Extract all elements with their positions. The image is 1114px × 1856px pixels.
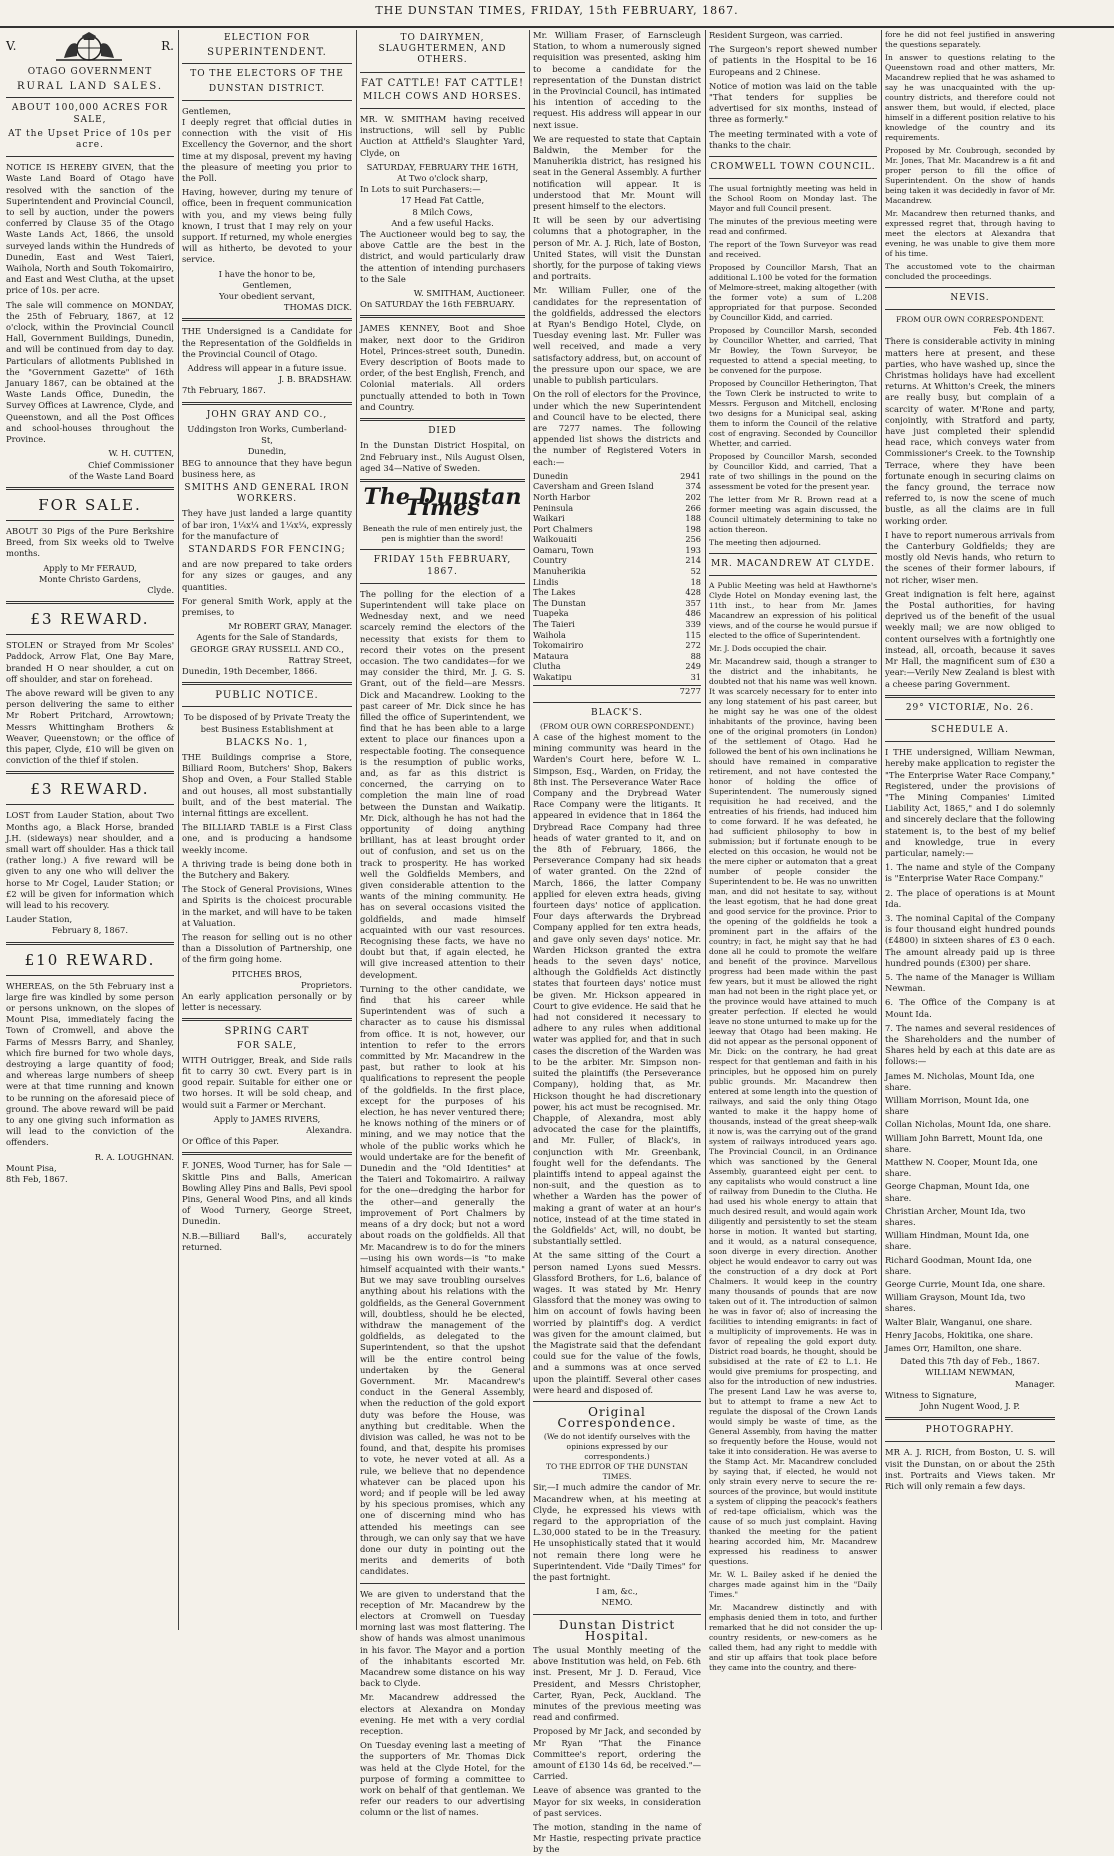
ad-text: F. JONES, Wood Turner, has for Sale —Skittle Pins and Balls, American Bowling Alley Pins and Balls, Pevi spool Pins, General Wood Pins, and all kinds of Wood Turnery, George Street, Dunedin. — [182, 1160, 352, 1227]
news-text: Mr. W. L. Bailey asked if he denied the charges made against him in the "Daily Times." — [709, 1570, 877, 1600]
ad-text: SATURDAY, FEBRUARY THE 16TH, — [366, 161, 519, 172]
column-rule — [705, 30, 706, 1630]
news-text: In answer to questions relating to the Queenstown road and other matters, Mr. Macandrew replied that he was ashamed to say he was unacquainted with the up-country districts, and therefore could not answer them, but would, if elected, place himself in a different position relative to his knowledge of the country and its requirements. — [885, 53, 1055, 142]
shareholder-item: Henry Jacobs, Hokitika, one share. — [885, 1329, 1034, 1340]
ad-text: On SATURDAY the 16th FEBRUARY. — [360, 299, 515, 310]
shareholders-list — [885, 1071, 1055, 1355]
voters-district: Country — [533, 555, 567, 566]
letter-text: Having, however, during my tenure of office, been in frequent communication with you, and my views being fully known, I trust that I may rely on your support. If returned, my whole energies will as hitherto, be devoted to your service. — [182, 187, 352, 265]
voters-district: Port Chalmers — [533, 523, 593, 534]
news-text: The Surgeon's report shewed number of patients in the Hospital to be 16 Europeans and 2 Chinese. — [709, 44, 877, 77]
ad-text: 8 Milch Cows, — [412, 206, 473, 217]
news-text: Notice of motion was laid on the table "That tenders for supplies be advertised for six months, instead of three as formerly." — [709, 80, 877, 125]
news-text: Resident Surgeon, was carried. — [709, 30, 843, 40]
ad-text: Rattray Street, — [288, 654, 352, 665]
signature: John Nugent Wood, J. P. — [920, 1401, 1020, 1412]
ad-text: JAMES KENNEY, Boot and Shoe maker, next door to the Gridiron Hotel, Princes-street south, Dunedin. Every description of Boots made to order, of the best English, French, and Colonial materials. All orders punctually attended to both in Town and Country. — [360, 323, 525, 412]
voters-row — [533, 503, 701, 514]
voters-district: Lindis — [533, 576, 559, 587]
heading: NEVIS. — [950, 293, 990, 303]
shareholder-item: Christian Archer, Mount Ida, two shares. — [885, 1205, 1026, 1228]
news-text: fore he did not feel justified in answering the questions separately. — [885, 30, 1055, 49]
heading: JOHN GRAY AND CO., — [206, 409, 328, 420]
voters-count: 266 — [685, 502, 701, 513]
voters-count: 202 — [685, 491, 701, 502]
column-rule — [356, 30, 357, 1630]
news-text: I have to report numerous arrivals from the Canterbury Goldfields; they are mostly old Nevis hands, who return to the scenes of their former labours, if not richer, wiser men. — [885, 529, 1055, 585]
ad-text: MR. W. SMITHAM having received instructions, will sell by Public Auction at Attfield's Slaughter Yard, Clyde, on — [360, 114, 525, 158]
column-rule — [881, 30, 882, 1630]
news-text: The report of the Town Surveyor was read and received. — [709, 240, 877, 260]
ad-text: And a few useful Hacks. — [391, 217, 494, 228]
salutation: Gentlemen, — [182, 105, 231, 116]
shareholder-item: Matthew N. Cooper, Mount Ida, one share. — [885, 1157, 1038, 1179]
news-text: Proposed by Councillor Marsh, seconded by Councillor Kidd, and carried, That a rate of two shillings in the pound on the assessment be voted for the present year. — [709, 452, 877, 492]
ad-contact: Clyde. — [147, 584, 174, 595]
ad-text: Agents for the Sale of Standards, — [196, 632, 338, 643]
voters-district: Tokomairiro — [533, 640, 584, 651]
ad-text: WHEREAS, on the 5th February inst a large fire was kindled by some person or persons unknown, on the slopes of Mount Pisa, immediately facing the Town of Cromwell, and above the Farms of Messrs Barry, and Shanley, which fire burned for two whole days, destroying a large quantity of food; and whereas large numbers of sheep were at that time running and known to be running on the aforesaid piece of ground. The above reward will be paid to any one giving such information as will lead to the conviction of the offenders. — [6, 980, 174, 1148]
heading: SCHEDULE A. — [930, 724, 1010, 735]
ad-text: N.B.—Billiard Ball's, accurately returned. — [182, 1230, 352, 1252]
shareholder-item: George Currie, Mount Ida, one share. — [885, 1279, 1046, 1290]
voters-row — [533, 555, 701, 566]
voters-row — [533, 577, 701, 588]
voters-district: Mataura — [533, 650, 569, 661]
voters-district: Waihola — [533, 629, 566, 640]
heading: TO THE ELECTORS OF THE — [190, 69, 344, 80]
heading: STANDARDS FOR FENCING; — [188, 544, 346, 555]
heading: CROMWELL TOWN COUNCIL. — [710, 162, 876, 173]
voters-row — [533, 566, 701, 577]
shareholder-item: James M. Nicholas, Mount Ida, one share. — [885, 1070, 1035, 1092]
heading: RURAL LAND SALES. — [16, 81, 164, 93]
voters-district: The Lakes — [533, 587, 576, 598]
voters-count: 374 — [685, 481, 701, 492]
news-text: We are requested to state that Captain Baldwin, the Member for the Manuherikia district, has resigned his seat in the General Assembly. A further notification will appear. It is understood that Mr. Mount will present himself to the electors. — [533, 133, 701, 212]
voters-row — [533, 608, 701, 619]
news-text: The accustomed vote to the chairman concluded the proceedings. — [885, 262, 1055, 281]
ad-text: To be disposed of by Private Treaty the best Business Establishment at — [183, 712, 351, 734]
voters-row — [533, 481, 701, 492]
voters-district: Waikari — [533, 513, 565, 524]
notice-text: 1. The name and style of the Company is "Enterprise Water Race Company." — [885, 862, 1055, 884]
notice-text: In the Dunstan District Hospital, on 2nd February inst., Nils August Olsen, aged 34—Native of Sweden. — [360, 440, 525, 473]
voters-count: 357 — [685, 597, 701, 608]
voters-district: Oamaru, Town — [533, 544, 594, 555]
notice-text: 7. The names and several residences of the Shareholders and the number of Shares held by each at this date are as follows:— — [885, 1022, 1055, 1067]
ad-text: WITH Outrigger, Break, and Side rails fit to carry 30 cwt. Every part is in good repair. Suitable for either one or two horses. It will be sold cheap, and would suit a Farmer or Merchant. — [182, 1054, 352, 1110]
masthead: THE DUNSTAN TIMES, FRIDAY, 15th FEBRUARY, 1867. — [0, 0, 1114, 28]
ad-text: ABOUT 30 Pigs of the Pure Berkshire Breed, from Six weeks old to Twelve months. — [6, 525, 174, 559]
news-text: The meeting terminated with a vote of thanks to the chair. — [709, 128, 877, 150]
coat-of-arms-icon — [44, 32, 134, 62]
voters-row — [533, 471, 701, 482]
news-text: Mr. Macandrew then returned thanks, and expressed regret that, through having to meet the electors at Alexandra that evening, he was unable to give them more of his time. — [885, 209, 1055, 258]
news-text: Proposed by Councillor Marsh, That an additional L.100 be voted for the formation of Melmore-street, making altogether (with the former vote) a sum of L.208 appropriated for that purpose. Seconded by Councillor Kidd, and carried. — [709, 263, 877, 323]
ad-title: £3 REWARD. — [30, 610, 150, 629]
ad-text: An early application personally or by letter is necessary. — [182, 991, 352, 1013]
voters-row — [533, 598, 701, 609]
ad-text: STOLEN or Strayed from Mr Scoles' Paddock, Arrow Flat, One Bay Mare, branded H O near shoulder, a cut on off shoulder, and star on forehead. — [6, 640, 174, 684]
voters-row — [533, 524, 701, 535]
voters-district: Dunedin — [533, 470, 569, 481]
news-text: Proposed by Mr Jack, and seconded by Mr Ryan "That the Finance Committee's report, ordering the amount of £130 14s 6d, be received."—Carried. — [533, 1726, 701, 1782]
voters-district: Caversham and Green Island — [533, 481, 654, 492]
heading: Dunstan District Hospital. — [558, 1617, 676, 1643]
news-text: At the same sitting of the Court a person named Lyons sued Messrs. Glassford Brothers, for L.6, balance of wages. It was stated by Mr. Henry Glassford that the money was owing to him on account of fowls having been worried by plaintiff's dog. A verdict was given for the amount claimed, but the Magistrate said that the defendant could sue for the value of the fowls, and a summons was at once served upon the plaintiff. Several other cases were heard and disposed of. — [533, 1250, 701, 1395]
letter-text: Gentlemen, — [242, 279, 292, 290]
editorial-text: We are given to understand that the reception of Mr. Macandrew by the electors at Cromwell on Tuesday morning last was most flattering. The show of hands was almost unanimous in his favor. The Mayor and a portion of the inhabitants escorted Mr. Macandrew some distance on his way back to Clyde. — [360, 1588, 525, 1689]
notice-text: 6. The Office of the Company is at Mount Ida. — [885, 997, 1055, 1019]
ad-text: Dunedin, — [247, 446, 287, 457]
news-date: Feb. 4th 1867. — [993, 325, 1055, 336]
news-text: Proposed by Councillor Marsh, seconded by Councillor Whetter, and carried, That Mr Bowley, the Town Surveyor, be requested to attend a special meeting, to be convened for the purpose. — [709, 326, 877, 376]
letter-text: Sir,—I much admire the candor of Mr. Macandrew when, at his meeting at Clyde, he expressed his views with regard to the appropriation of the L.30,000 stated to be in the Treasury. He unsophistically stated that it would not remain there long were he Superintendent. Vide "Daily Times" for the past fortnight. — [533, 1482, 701, 1583]
voters-district: Manuherikia — [533, 566, 586, 577]
ad-contact: Mount Pisa, — [6, 1162, 57, 1173]
editorial-text: Mr. Macandrew addressed the electors at Alexandra on Monday evening. He met with a very cordial reception. — [360, 1692, 525, 1737]
news-text: The usual fortnightly meeting was held in the School Room on Monday last. The Mayor and full Council present. — [709, 184, 877, 214]
voters-count: 88 — [690, 650, 701, 661]
ad-text: The Auctioneer would beg to say, the above Cattle are the best in the district, and would particularly draw the attention of intending purchasers to the Sale — [360, 229, 525, 284]
news-text: The letter from Mr R. Brown read at a former meeting was again discussed, the Council ultimately determining to take no action thereon. — [709, 495, 877, 535]
ad-text: The BILLIARD TABLE is a First Class one, and is producing a handsome weekly income. — [182, 822, 352, 855]
ad-date: 7th February, 1867. — [182, 385, 266, 396]
ad-text: In Lots to suit Purchasers:— — [360, 184, 481, 195]
ad-contact: Apply to JAMES RIVERS, — [213, 1113, 321, 1124]
ad-text: The reason for selling out is no other than a Dissolution of Partnership, one of the firm going home. — [182, 932, 352, 965]
ad-title: £10 REWARD. — [24, 950, 156, 969]
heading: DIED — [428, 426, 457, 437]
voters-district: The Taieri — [533, 619, 575, 630]
voters-district: North Harbor — [533, 491, 591, 502]
voters-count: 52 — [690, 566, 701, 577]
signature: J. B. BRADSHAW. — [278, 374, 352, 385]
heading: SPRING CART — [224, 1026, 310, 1038]
voters-count: 193 — [685, 544, 701, 555]
news-text: Proposed by Mr. Coubrough, seconded by Mr. Jones, That Mr. Macandrew is a fit and proper person to fill the office of Superintendent. On the show of hands being taken it was decidedly in favor of Mr. Macandrew. — [885, 146, 1055, 205]
heading: SUPERINTENDENT. — [207, 47, 327, 59]
heading: FOR SALE, — [236, 1040, 298, 1051]
column-1 — [6, 30, 174, 1625]
voters-total: 7277 — [533, 685, 701, 697]
voters-row — [533, 492, 701, 503]
heading: TO DAIRYMEN, SLAUGHTERMEN, AND OTHERS. — [378, 33, 507, 66]
voters-count: 339 — [685, 619, 701, 630]
news-text: The motion, standing in the name of Mr Hastie, respecting private practice by the — [533, 1822, 701, 1855]
subheading: (We do not identify ourselves with the opinions expressed by our correspondents.) — [543, 1432, 691, 1462]
column-3 — [360, 30, 525, 1818]
voters-count: 486 — [685, 608, 701, 619]
notice-text: 2. The place of operations is at Mount Ida. — [885, 887, 1055, 909]
voters-row — [533, 513, 701, 524]
signature: W. H. CUTTEN, — [108, 448, 174, 459]
news-text: Mr. J. Dods occupied the chair. — [709, 644, 827, 654]
ad-title: £3 REWARD. — [30, 780, 150, 799]
news-text: Mr. Macandrew said, though a stranger to the district and the inhabitants, he doubted not that his name was well known. It was scarcely necessary for to enter into any long statement of his past career, but he might say he was one of the oldest inhabitants of the province, having been one of the original promoters (in London) of the settlement of Otago. Had he followed the bent of his own inclinations he should have remained in comparative retirement, and not have contested the honor of holding the office of Superintendent. The numerously signed requisition he had received, and the entreaties of his friends, had induced him to come forward. If he was defeated, he had sufficient philosophy to bow in submission; but if fortunate enough to be elected on this occasion, he would not be the mere cipher or automaton that a great number of people consider the Superintendent to be. He was no unwritten man, and did not hesitate to say, without the least egotism, that he had done great and good service for the province. Prior to the opening of the goldfields he took a prominent part in the affairs of the country; in fact, he might say that he had done all he could to promote the welfare and benefit of the province. Marvellous progress had been made within the past few years, but it must be allowed the right man had not been in the right place yet, or the province would have attained to much greater perfection. If elected he would leave no stone unturned to make up for the leeway that Otago had been making. He did not appear as the personal opponent of Mr. Dick: on the contrary, he had great respect for that gentleman and faith in his principles, but he opposed him on purely public grounds. Mr. Macandrew then entered at some length into the question of railways, and said the only thing Otago wanted to make it the happy home of thousands, instead of the great sheep-walk it now is, was the carrying out of the grand system of railways introduced years ago. The Provincial Council, in an Ordinance which was sanctioned by the General Assembly, guaranteed eight per cent. to any capitalists who would construct a line of railway from Dunedin to the Clutha. He had used his whole energy to attain that much desired result, and would again work diligently and persistently to set the steam horse in motion. It wanted but starting, and it would, as a natural consequence, soon diverge in every direction. Another object he would endeavor to carry out was the construction of a dry dock at Port Chalmers. It would keep in the country many thousands of pounds that are now taken out of it. The introduction of salmon he was in favor of; also of increasing the facilities to intending emigrants: in fact of a multiplicity of improvements. He was in favor of repealing the gold export duty. District road boards, he thought, should be subsidised at the rate of £2 to L.1. He would give premiums for prospecting, and also for the introduction of new industries. The present Land Law he was averse to, but to attempt to frame a new Act to regulate the disposal of the Crown Lands would simply be waste of time, as the General Assembly, from having the matter so frequently before the House, would not take it into consideration. He was averse to the Stamp Act. Mr. Macandrew concluded by saying that, if elected, he would not only strain every nerve to secure the re-sources of the province, but would institute a system of clipping the peacock's feathers of red-tape officialism, which was the cause of so much just complaint. Having thanked the meeting for the patient hearing accorded him, Mr. Macandrew expressed his readiness to answer questions. — [709, 657, 878, 1567]
subheading: TO THE EDITOR OF THE DUNSTAN TIMES. — [545, 1462, 689, 1482]
heading: ABOUT 100,000 ACRES FOR SALE, — [11, 103, 169, 125]
ad-date: 8th Feb, 1867. — [6, 1174, 68, 1185]
letter-text: I deeply regret that official duties in connection with the visit of His Excellency the Governor, and the short time at my disposal, prevent my having the pleasure of meeting you prior to the Poll. — [182, 117, 352, 184]
news-text: Leave of absence was granted to the Mayor for six weeks, in consideration of past services. — [533, 1785, 701, 1818]
subheading: (FROM OUR OWN CORRESPONDENT.) — [539, 722, 694, 731]
ad-text: BEG to announce that they have begun business here, as — [182, 457, 352, 479]
column-4 — [533, 30, 701, 1855]
shareholder-item: William John Barrett, Mount Ida, one share. — [885, 1132, 1043, 1154]
ad-text: The above reward will be given to any person delivering the same to either Mr Robert Pritchard, Arrowtown; Messrs Whittingham Brothers & Weaver, Queenstown; or the office of this paper, Clyde, £10 will be given on conviction of the thief if stolen. — [6, 687, 174, 766]
news-text: Great indignation is felt here, against the Postal authorities, for having deprived us of the benefit of the usual weekly mail; we are now obliged to content ourselves with a fortnightly one instead, all, orcoath, because it saves Mr Hall, the magnificent sum of £30 a year:—Verily New Zealand is blest with a cheese paring Government. — [885, 588, 1055, 689]
shareholder-item: Walter Blair, Wanganui, one share. — [885, 1316, 1033, 1327]
voters-row — [533, 640, 701, 651]
notice-text: 5. The name of the Manager is William Newman. — [885, 971, 1055, 994]
shareholder-item: George Chapman, Mount Ida, one share. — [885, 1181, 1030, 1203]
signature: THOMAS DICK. — [283, 302, 352, 313]
voters-count: 256 — [685, 534, 701, 545]
shareholder-item: William Grayson, Mount Ida, two shares. — [885, 1292, 1026, 1314]
heading: Original Correspondence. — [557, 1404, 677, 1431]
voters-count: 2941 — [680, 470, 701, 481]
news-text: There is considerable activity in mining matters here at present, and these parties, who have washed up, since the Christmas holidays have had excellent returns. At Whitton's Creek, the miners are really busy, but complain of a scarcity of water. M'Rone and party, conjointly, with Stratford and party, have just completed their splendid head race, which conveys water from Commissioner's Creek. to the Township Terrace, where they have been fortunate enough in securing claims on the fancy ground, the terrace now referred to, is now the scene of much bustle, as all the claims are in full working order. — [885, 336, 1055, 526]
signature: R. A. LOUGHNAN. — [94, 1151, 174, 1162]
ad-title: FOR SALE. — [38, 495, 142, 514]
shareholder-item: William Morrison, Mount Ida, one share — [885, 1095, 1029, 1117]
editorial-text: The polling for the election of a Superintendent will take place on Wednesday next, and we need scarcely remind the electors of the necessity that exists for them to record their votes on the present occasion. The two candidates—for we may consider the third, Mr. J. G. S. Grant, out of the field—are Messrs. Dick and Macandrew. Looking to the past career of Mr. Dick since he has filled the office of Superintendent, we find that he has been able to a large extent to place our finances upon a respectable footing. The consequence is the resumption of public works, and, as far as this district is concerned, the carrying on to completion the main line of road between the Dunstan and Waikatip. Mr. Dick, although he has not had the opportunity of doing anything brilliant, has at least brought order out of confusion, and set us on the track to prosperity. He has worked well the Goldfields Members, and given considerable attention to the wants of the mining community. He has on several occasions visited the goldfields, and made himself acquainted with our vast resources. Recognising these facts, we have no doubt but that, if again elected, he will give increased attention to their development. — [360, 588, 525, 980]
ad-contact: Apply to Mr FERAUD, — [43, 562, 137, 573]
heading: FAT CATTLE! FAT CATTLE! — [361, 77, 524, 89]
column-2 — [182, 30, 352, 1625]
shareholder-item: Richard Goodman, Mount Ida, one share. — [885, 1254, 1032, 1276]
voters-count: 18 — [690, 576, 701, 587]
letter-text: Your obedient servant, — [218, 291, 316, 302]
ad-contact: Alexandra. — [306, 1125, 352, 1136]
heading: ELECTION FOR — [223, 33, 311, 43]
heading: PUBLIC NOTICE. — [215, 690, 319, 702]
news-text: The usual Monthly meeting of the above Institution was held, on Feb. 6th inst. Present, Mr J. D. Feraud, Vice President, and Messrs Christopher, Carter, Ryan, Peck, Auckland. The minutes of the previous meeting was read and confirmed. — [533, 1645, 701, 1723]
notice-text: Witness to Signature, — [885, 1389, 977, 1400]
royal-crest — [6, 30, 174, 64]
voters-district: The Dunstan — [533, 597, 586, 608]
heading: 29° VICTORIÆ, No. 26. — [905, 702, 1035, 713]
notice-text: 3. The nominal Capital of the Company is four thousand eight hundred pounds (£4800) in sixteen shares of £3 0 each. The amount already paid up is three hundred pounds (£300) per share. — [885, 912, 1055, 968]
voters-row — [533, 619, 701, 630]
ad-text: The Stock of General Provisions, Wines and Spirits is the choicest procurable in the market, and will have to be taken at Valuation. — [182, 884, 352, 928]
letter-text: I have the honor to be, — [218, 268, 316, 279]
voters-district: Tuapeka — [533, 608, 569, 619]
voters-row — [533, 545, 701, 556]
voters-count: 214 — [685, 555, 701, 566]
heading: SMITHS AND GENERAL IRON WORKERS. — [184, 482, 350, 505]
editorial-text: Turning to the other candidate, we find that his career while Superintendent was of such a character as to cause his dismissal from office. It is not, however, our intention to refer to the errors committed by Mr. Macandrew in the past, but rather to look at his qualifications to represent the people of the goldfields. In the first place, except for the purposes of his election, he has never ventured there; he knows nothing of the miners or of mining, and we may notice that the whole of the public works which he would undertake are for the benefit of Dunedin and the "Old Identities" at the Taieri and Tokomairiro. A railway for the one—dredging the harbor for the other—and generally the improvement of Port Chalmers by means of a dry dock; but not a word about roads on the goldfields. All that Mr. Macandrew is to do for the miners—using his own words—is "to make himself acquainted with their wants." But we may save troubling ourselves anything about his relations with the goldfields, as the General Government will, doubtless, should he be elected, withdraw the management of the goldfields, as delegated to the Superintendent, so that the upshot will be the entire control being undertaken by the General Government. Mr. Macandrew's conduct in the General Assembly, when the reduction of the gold export duty was before the House, was anything but creditable. When the division was called, he was not to be found, and that, despite his promises to vote, he never voted at all. As a rule, we believe that no dependence whatever can be placed upon his word; and if people will be led away by his specious promises, which any one of discerning mind who has attended his meetings can see through, we can only say that we have done our duty in pointing out the merits and demerits of both candidates. — [360, 983, 525, 1577]
subheading: FROM OUR OWN CORRESPONDENT. — [895, 315, 1045, 325]
news-text: Mr. William Fraser, of Earnscleugh Station, to whom a numerously signed requisition was presented, asking him to become a candidate for the representation of the Dunstan district in the Provincial Council, has intimated his intention of acceding to the request. His address will appear in our next issue. — [533, 30, 701, 130]
signature: NEMO. — [601, 1597, 633, 1608]
ad-text: 17 Head Fat Cattle, — [400, 195, 485, 206]
ad-text: LOST from Lauder Station, about Two Months ago, a Black Horse, branded J.H. (sideways) near shoulder, and a small wart off shoulder. Has a thick tail (rather long.) A five reward will be given to any one who will deliver the horse to Mr Cogel, Lauder Station; or £2 will be given for information which will lead to his recovery. — [6, 810, 174, 910]
crest-r: R. — [161, 39, 174, 54]
ad-text: A thriving trade is being done both in the Butchery and Bakery. — [182, 858, 352, 880]
signature: Proprietors. — [300, 979, 352, 990]
news-text: A Public Meeting was held at Hawthorne's Clyde Hotel on Monday evening last, the 11th inst., to hear from Mr. James Macandrew an expression of his political views, and of the course he would pursue if elected to the office of Superintendent. — [709, 581, 877, 641]
signature: PITCHES BROS, — [231, 968, 303, 979]
heading: AT the Upset Price of 10s per acre. — [8, 128, 172, 151]
heading: DUNSTAN DISTRICT. — [208, 83, 326, 94]
signature: of the Waste Land Board — [69, 470, 174, 481]
notice-text: NOTICE IS HEREBY GIVEN, that the Waste Land Board of Otago have resolved with the sanction of the Superintendent and Provincial Council, to sell by auction, under the powers conferred by Clause 35 of the Otago Waste Lands Act, 1866, the unsold surveyed lands within the Hundreds of Dunedin, East and West Taieri, Waihola, North and South Tokomairiro, and East and West Clutha, at the upset price of 10s. per acre. — [6, 162, 174, 296]
ad-text: THE Buildings comprise a Store, Billiard Room, Butchers' Shop, Bakers Shop and Oven, a Four Stalled Stable and out houses, all most substantially built, and of the best material. The internal fittings are excellent. — [182, 751, 352, 818]
signature: Chief Commissioner — [88, 459, 174, 470]
voters-count: 188 — [685, 513, 701, 524]
signature: Mr ROBERT GRAY, Manager. — [228, 621, 352, 632]
ad-text: Uddingston Iron Works, Cumberland-St, — [187, 423, 347, 446]
voters-count: 31 — [690, 672, 701, 682]
voters-district: Clutha — [533, 661, 561, 672]
ad-contact: Lauder Station, — [6, 914, 73, 925]
voters-row — [533, 651, 701, 662]
shareholder-item: William Hindman, Mount Ida, one share. — [885, 1230, 1029, 1252]
shareholder-item: James Orr, Hamilton, one share. — [885, 1343, 1022, 1354]
voters-count: 272 — [685, 640, 701, 651]
ad-text: Address will appear in a future issue. — [187, 363, 347, 374]
voters-row — [533, 534, 701, 545]
column-6 — [885, 30, 1055, 1625]
voters-row — [533, 630, 701, 641]
news-text: The minutes of the previous meeting were read and confirmed. — [709, 217, 877, 237]
notice-text: The sale will commence on MONDAY, the 25th of February, 1867, at 12 o'clock, within the Provincial Council Hall, Government Buildings, Dunedin, and will be continued from day to day. Particulars of allotments Published in the "Government Gazette" of 16th January 1867, can be obtained at the Waste Lands Office, Dunedin, the Survey Offices at Lawrence, Clyde, and Queenstown, and all the Post Offices and school-houses throughout the Province. — [6, 299, 174, 445]
ad-text: At Two o'clock sharp, — [397, 173, 488, 184]
paper-title: The Dunstan Times — [363, 483, 522, 522]
column-rule — [178, 30, 179, 1630]
signature: WILLIAM NEWMAN, — [925, 1367, 1015, 1378]
notice-text: I THE undersigned, William Newman, hereby make application to register the "The Enterprise Water Race Company," Registered, under the provisions of "The Mining Companies' Limited Liability Act, 1865," and I do solemnly and sincerely declare that the following statement is, to the best of my belief and knowledge, true in every particular, namely:— — [885, 747, 1055, 858]
voters-count: 249 — [685, 661, 701, 672]
news-text: A case of the highest moment to the mining community was heard in the Warden's Court here, before W. L. Simpson, Esq., Warden, on Friday, the 8th inst. The Perseverance Water Race Company and the Drybread Water Race Company were the litigants. It appeared in evidence that in 1864 the Drybread Race Company had three heads of water granted to it, and on the 8th of February, 1866, the Perseverance Company had six heads of water granted. On the 22nd of March, 1866, the latter Company applied for eleven extra heads, giving fourteen days' notice of application. Four days afterwards the Drybread Company applied for ten extra heads, and gave only seven days' notice. Mr. Warden Hickson granted the extra heads to the seven days' notice, although the Goldfields Act distinctly states that fourteen days' notice must be given. Mr. Hickson appeared in Court to give evidence. He said that he had not considered it necessary to adhere to any rules when additional water was applied for, and that in such cases the discretion of the Warden was to be the arbiter. Mr. Simpson non-suited the plaintiffs (the Perseverance Company), holding that, as Mr. Hickson thought he had discretionary power, his act must be recognised. Mr. Chapple, of Alexandra, most ably advocated the case for the plaintiffs, and Mr. Fuller, of Black's, in conjunction with Mr. Greenbank, fought well for the defendants. The plaintiffs intend to appeal against the non-suit, and the question as to whether a Warden has the power of making a grant of water at an hour's notice, instead of at the time stated in the Goldfields' Act, will, no doubt, be substantially settled. — [533, 732, 701, 1247]
paper-motto: Beneath the rule of men entirely just, the pen is mightier than the sword! — [362, 524, 523, 544]
news-text: On the roll of electors for the Province, under which the new Superintendent and Council have to be elected, there are 7277 names. The following appended list shows the districts and the number of Registered Voters in each:— — [533, 389, 701, 467]
heading: PHOTOGRAPHY. — [925, 1425, 1015, 1436]
voters-count: 428 — [685, 587, 701, 598]
signature: Manager. — [1014, 1378, 1055, 1389]
voters-row — [533, 661, 701, 672]
voters-table — [533, 471, 701, 683]
news-text: Mr. Macandrew distinctly and with emphasis denied them in toto, and further remarked that he did not consider the up-country residents, or new-comers as he called them, had any right to meddle with and stir up affairs that took place before they came into the country, and there- — [709, 1603, 877, 1673]
voters-district: Peninsula — [533, 502, 574, 513]
ad-contact: Monte Christo Gardens, — [38, 573, 142, 584]
news-text: Mr. William Fuller, one of the candidates for the representation of the goldfields, addressed the electors at Ryan's Bendigo Hotel, Clyde, on Tuesday evening last. Mr. Fuller was well received, and made a very satisfactory address, but, on account of the pressure upon our space, we are unable to publish particulars. — [533, 285, 701, 386]
letter-text: I am, &c., — [596, 1586, 638, 1597]
heading: MR. MACANDREW AT CLYDE. — [710, 559, 876, 570]
ad-date: February 8, 1867. — [51, 925, 129, 936]
voters-row — [533, 672, 701, 683]
news-text: The meeting then adjourned. — [709, 538, 821, 548]
heading: BLACKS No. 1, — [225, 737, 309, 748]
ad-text: and are now prepared to take orders for any sizes or gauges, and any quantities. — [182, 559, 352, 592]
column-rule — [529, 30, 530, 1630]
ad-text: For general Smith Work, apply at the premises, to — [182, 595, 352, 617]
ad-contact: Or Office of this Paper. — [182, 1136, 279, 1147]
column-5 — [709, 30, 878, 1673]
heading: MILCH COWS AND HORSES. — [363, 91, 522, 102]
heading: OTAGO GOVERNMENT — [27, 67, 153, 77]
notice-text: Dated this 7th day of Feb., 1867. — [900, 1356, 1040, 1367]
voters-district: Waikouaiti — [533, 534, 577, 545]
editorial-text: On Tuesday evening last a meeting of the supporters of Mr. Thomas Dick was held at the Clyde Hotel, for the purpose of forming a committee to work on behalf of that gentleman. We refer our readers to our advertising column or the list of names. — [360, 1740, 525, 1818]
voters-count: 115 — [685, 629, 701, 640]
ad-text: They have just landed a large quantity of bar iron, 1¼x¼ and 1¼x¼, expressly for the manufacture of — [182, 508, 352, 541]
heading: BLACK'S. — [591, 707, 643, 718]
ad-text: THE Undersigned is a Candidate for the Representation of the Goldfields in the Provincial Council of Otago. — [182, 326, 352, 359]
voters-row — [533, 587, 701, 598]
voters-count: 198 — [685, 523, 701, 534]
news-text: It will be seen by our advertising columns that a photographer, in the person of Mr. A. J. Rich, late of Boston, United States, will visit the Dunstan shortly, for the purpose of taking views and portraits. — [533, 215, 701, 282]
shareholder-item: Collan Nicholas, Mount Ida, one share. — [885, 1119, 1052, 1130]
ad-text: MR A. J. RICH, from Boston, U. S. will visit the Dunstan, on or about the 25th inst. Portraits and Views taken. Mr Rich will only remain a few days. — [885, 1447, 1055, 1492]
news-text: Proposed by Councillor Hetherington, That the Town Clerk be instructed to write to Messrs. Ferguson and Mitchell, enclosing two designs for a Municipal seal, asking them to inform the Council of the relative cost of engraving. Seconded by Councillor Whetter, and carried. — [709, 379, 877, 449]
signature: W. SMITHAM, Auctioneer. — [413, 288, 525, 299]
ad-date: Dunedin, 19th December, 1866. — [182, 665, 318, 676]
voters-district: Wakatipu — [533, 672, 572, 682]
ad-text: GEORGE GRAY RUSSELL AND CO., — [190, 643, 344, 654]
issue-date: FRIDAY 15th FEBRUARY, 1867. — [373, 555, 512, 577]
crest-v: V. — [6, 39, 17, 54]
